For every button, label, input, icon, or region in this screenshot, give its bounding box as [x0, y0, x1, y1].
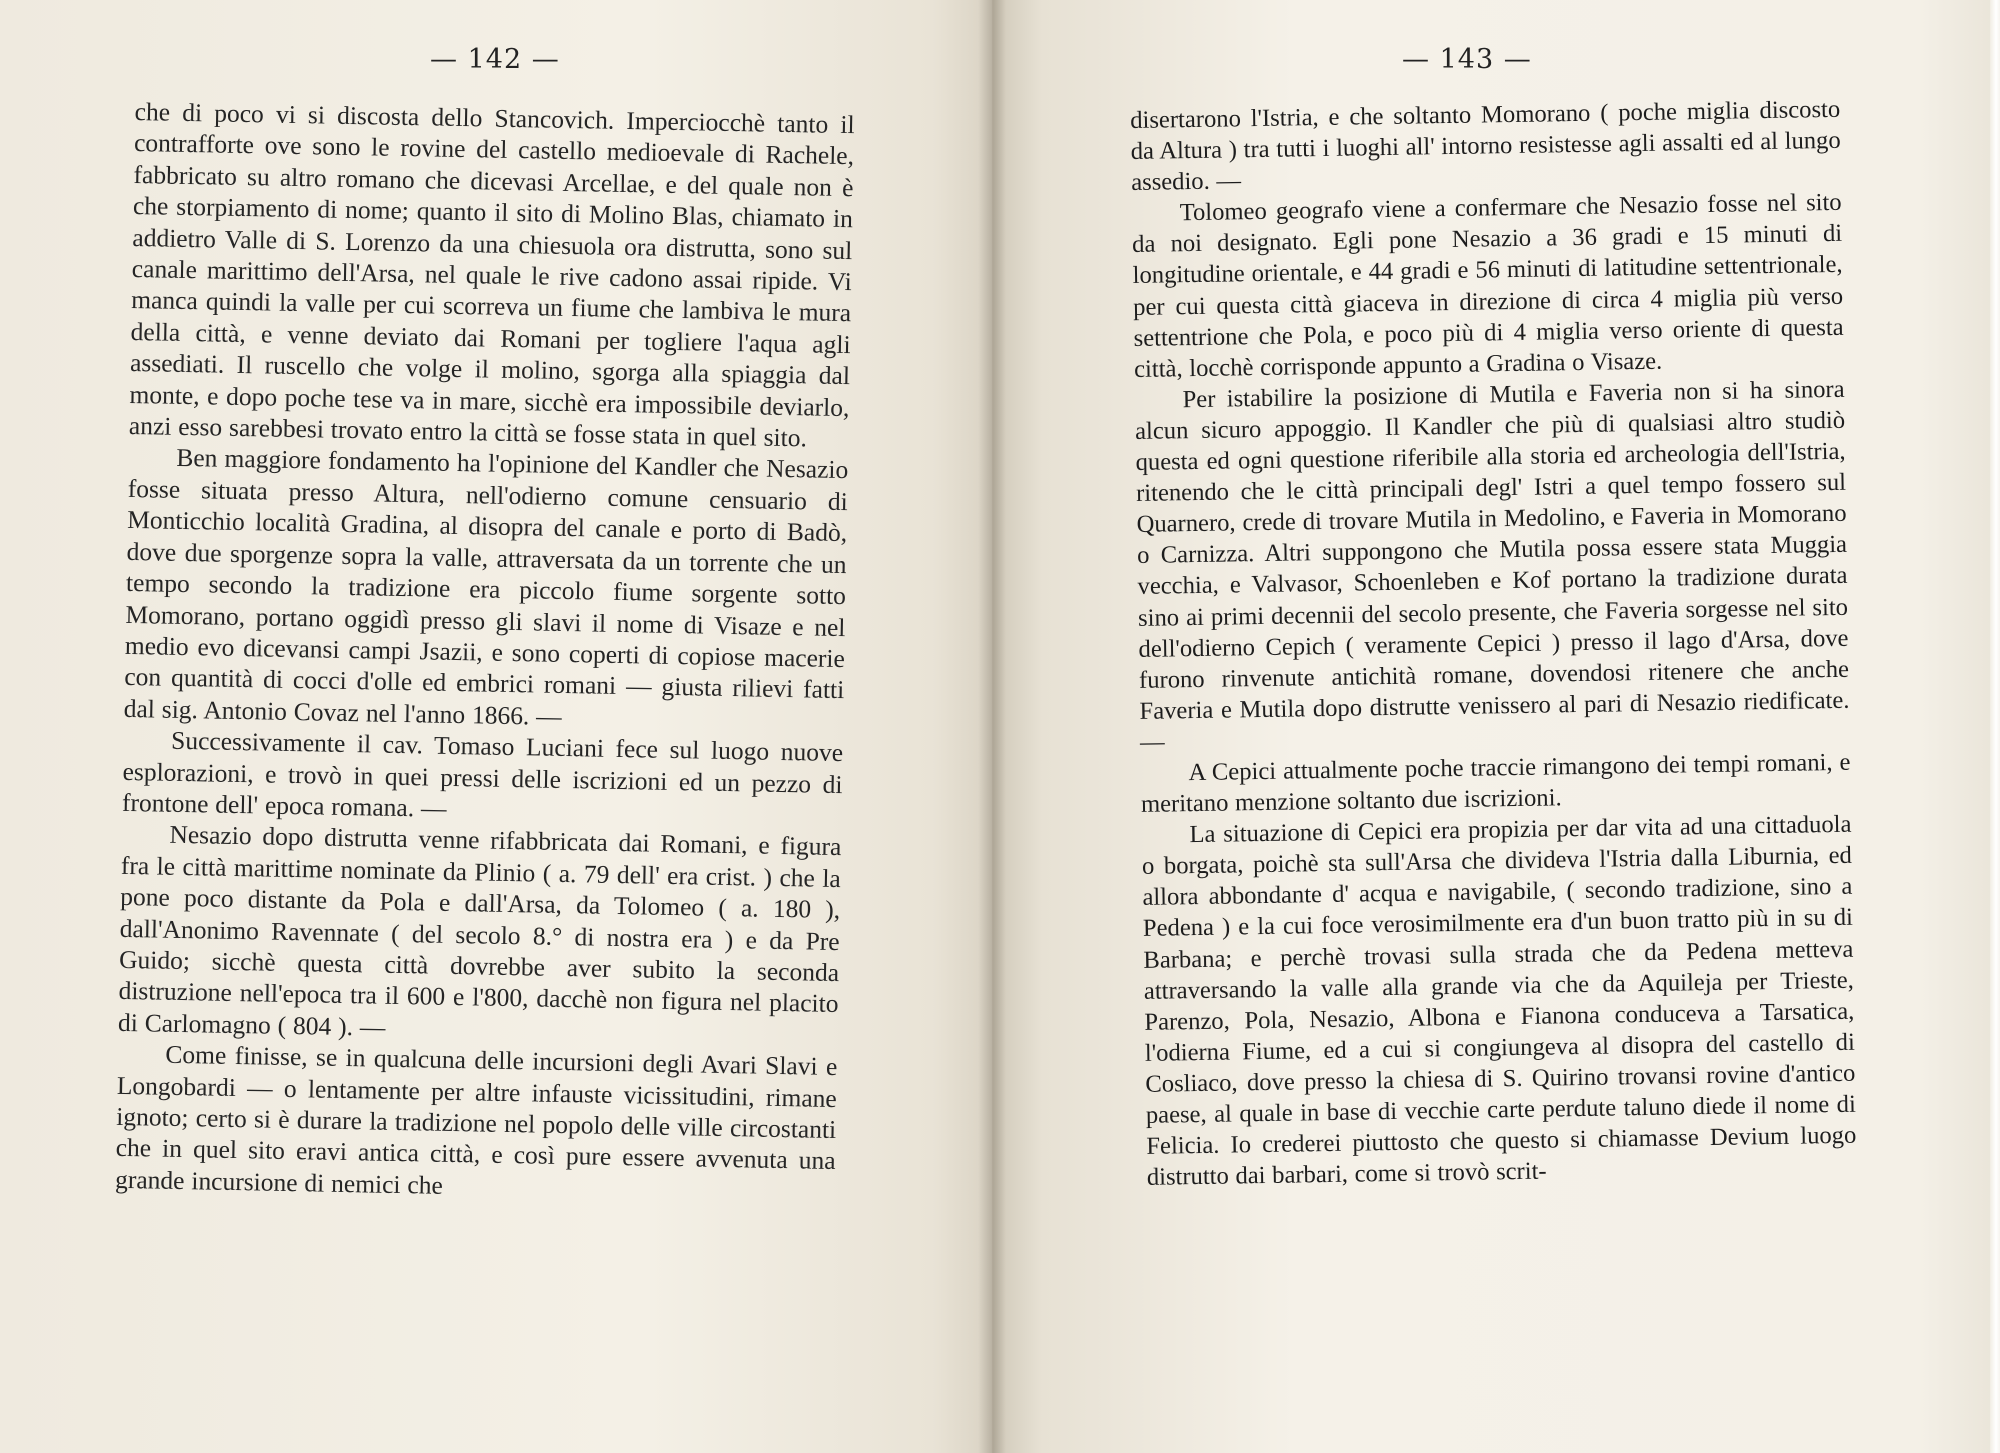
paragraph: Ben maggiore fondamento ha l'opinione del Kandler che Nesazio fosse situata presso Altura, nell'odierno comune censuario di Monticchio località Gradina, al disopra del canale e porto di Badò, dove due sporgenze sopra la valle, attraversata da un torrente che un tempo secondo la tradizione era piccolo fiume sorgente sotto Momorano, portano oggidì presso gli slavi il nome di Visaze e nel medio evo dicevansi campi Jsazii, e sono coperti di copiose macerie con quantità di cocci d'olle ed embrici romani — giusta rilievi fatti dal sig. Antonio Covaz nel l'anno 1866. — [123, 443, 849, 731]
paragraph: A Cepici attualmente poche traccie rimangono dei tempi romani, e meritano menzione soltanto due iscrizioni. [1140, 748, 1851, 818]
page-number-left: — 142 — [430, 44, 560, 75]
paragraph: Tolomeo geografo viene a confermare che Nesazio fosse nel sito da noi designato. Egli pone Nesazio a 36 gradi e 15 minuti di longitudine orientale, e 44 gradi e 56 minuti di latitudine settentrionale, per cui questa città giaceva in direzione di circa 4 miglia più verso settentrione che Pola, e poco più di 4 miglia verso oriente di questa città, locchè corrisponde appunto a Gradina o Visaze. [1131, 189, 1844, 383]
right-page [992, 0, 2000, 1453]
page-edge [1990, 0, 2000, 1453]
right-page-text [1130, 94, 1857, 1193]
paragraph: Successivamente il cav. Tomaso Luciani fece sul luogo nuove esplorazioni, e trovò in quei pressi delle iscrizioni ed un pezzo di frontone dell' epoca romana. — [121, 725, 844, 823]
paragraph: che di poco vi si discosta dello Stancovich. Imperciocchè tanto il contrafforte ove sono le rovine del castello medioevale di Rachele, fabbricato su altro romano che dicevasi Arcellae, e del quale non è che storpiamento di nome; quanto il sito di Molino Blas, chiamato in addietro Valle di S. Lorenzo da una chiesuola ora distrutta, sono sul canale marittimo dell'Arsa, nel quale le rive cadono assai ripide. Vi manca quindi la valle per cui scorreva un fiume che lambiva le mura della città, e venne deviato dai Romani per togliere l'aqua agli assediati. Il ruscello che volge il molino, sgorga alla spiaggia dal monte, e dopo poche tese va in mare, sicchè era impossibile deviarlo, anzi esso sarebbesi trovato entro la città se fosse stata in quel sito. [128, 96, 855, 453]
left-page [0, 0, 992, 1453]
paragraph: Come finisse, se in qualcuna delle incursioni degli Avari Slavi e Longobardi — o lentamente per altre infauste vicissitudini, rimane ignoto; certo si è durare la tradizione nel popolo delle ville circostanti che in quel sito eravi antica città, e così pure essere avvenuta una grande incursione di nemici che [114, 1039, 838, 1200]
paragraph: Per istabilire la posizione di Mutila e Faveria non si ha sinora alcun sicuro appoggio. Il Kandler che più di qualsiasi altro studiò questa ed ogni questione riferibile alla storia ed archeologia dell'Istria, ritenendo che le città principali degl' Istri a quel tempo fossero sul Quarnero, crede di trovare Mutila in Medolino, e Faveria in Momorano o Carnizza. Altri suppongono che Mutila possa essere stata Muggia vecchia, e Valvasor, Schoenleben e Kof portano la tradizione durata sino ai primi decennii del secolo presente, che Faveria sorgesse nel sito dell'odierno Cepich ( veramente Cepici ) presso il lago d'Arsa, dove furono rinvenute antichità romane, dovendosi ritenere che anche Faveria e Mutila dopo distrutte venissero al pari di Nesazio riedificate. — [1134, 375, 1850, 756]
paragraph: Nesazio dopo distrutta venne rifabbricata dai Romani, e figura fra le città marittime nominate da Plinio ( a. 79 dell' era crist. ) che la pone poco distante da Pola e dall'Arsa, da Tolomeo ( a. 180 ), dall'Anonimo Ravennate ( del secolo 8.° di nostra era ) e da Pre Guido; sicchè questa città dovrebbe aver subito la seconda distruzione nell'epoca tra il 600 e l'800, dacchè non figura nel placito di Carlomagno ( 804 ). — [117, 820, 842, 1042]
paragraph: La situazione di Cepici era propizia per dar vita ad una cittaduola o borgata, poichè sta sull'Arsa che divideva l'Istria dalla Liburnia, ed allora abbondante d' acqua e navigabile, ( secondo tradizione, sino a Pedena ) e la cui foce verosimilmente era d'un buon tratto più in su di Barbana; e perchè trovasi sulla strada che da Pedena metteva attraversando la valle alla grande via che da Aquileja per Trieste, Parenzo, Pola, Nesazio, Albona e Fianona conduceva a Tarsatica, l'odierna Fiume, ed a cui si congiungeva al disopra del castello di Cosliaco, dove presso la chiesa di S. Quirino trovansi rovine d'antico paese, al quale in base di vecchie carte perdute taluno diede il nome di Felicia. Io crederei piuttosto che questo si chiamasse Devium luogo distrutto dai barbari, come si trovò scrit- [1141, 810, 1857, 1192]
left-page-text [115, 96, 855, 1208]
page-number-right: — 143 — [1402, 44, 1532, 75]
book-gutter [978, 0, 1006, 1453]
paragraph: disertarono l'Istria, e che soltanto Momorano ( poche miglia discosto da Altura ) tra tutti i luoghi all' intorno resistesse agli assalti ed al lungo assedio. — [1130, 95, 1841, 197]
